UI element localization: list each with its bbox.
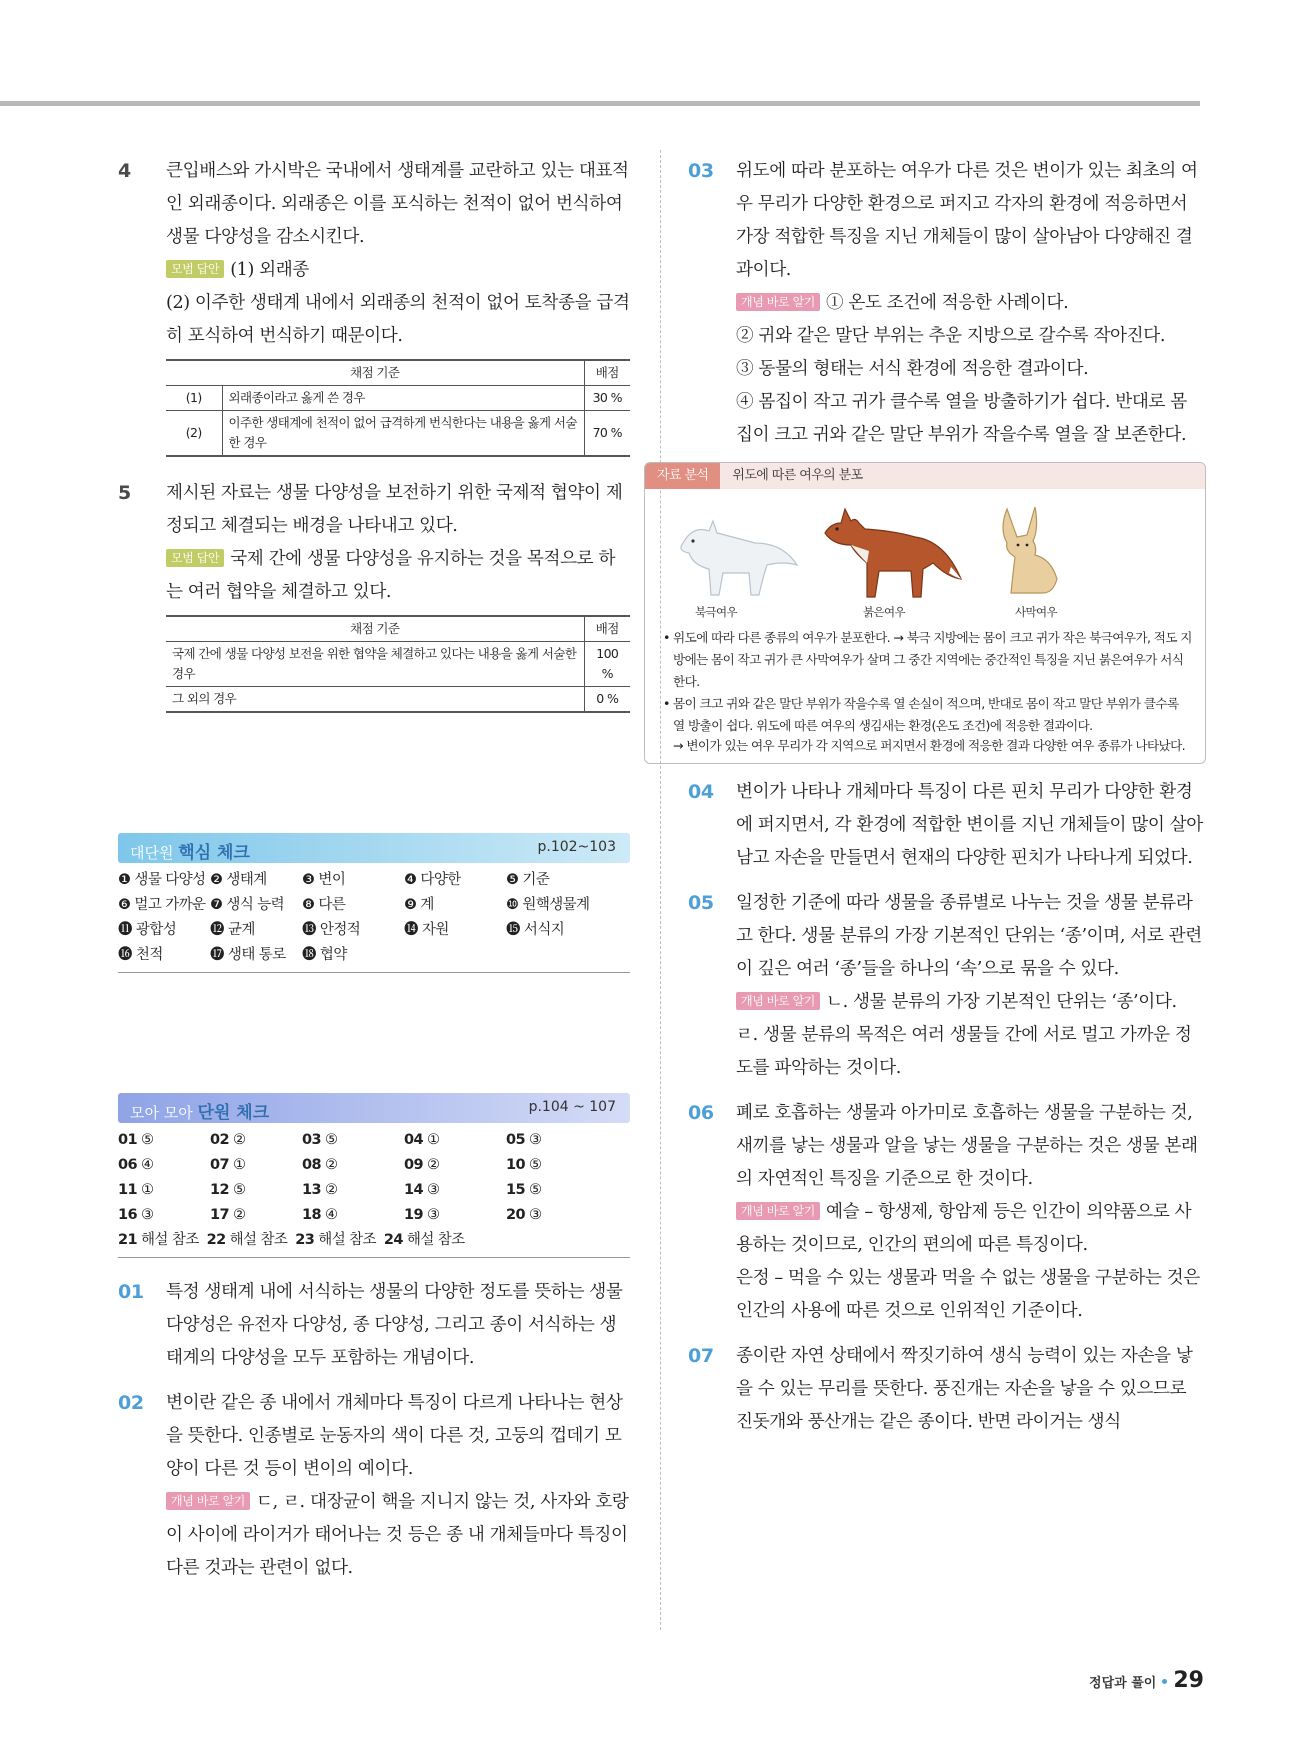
fox-illustration: [645, 489, 1205, 625]
unit-check-title: 단원 체크: [197, 1103, 270, 1123]
unit-check-item: [118, 1153, 210, 1178]
answer: 해설 참조: [318, 1232, 376, 1248]
question-text: 큰입배스와 가시박은 국내에서 생태계를 교란하고 있는 대표적인 외래종이다. 외래종은 이를 포식하는 천적이 없어 번식하여 생물 다양성을 감소시킨다.: [166, 161, 629, 247]
answer: ⑤: [529, 1182, 542, 1198]
question-no: 04: [404, 1132, 423, 1148]
page-ref: p.104 ~ 107: [528, 1099, 616, 1115]
answer: ②: [427, 1157, 440, 1173]
unit-check-item: [207, 1228, 288, 1253]
answer: ①: [233, 1157, 246, 1173]
core-check-item: ⓭ 안정적: [302, 922, 361, 938]
core-check-item: ❹ 다양한: [404, 872, 461, 888]
question-number: 07: [688, 1345, 714, 1367]
question-text: 폐로 호흡하는 생물과 아가미로 호흡하는 생물을 구분하는 것, 새끼를 낳는 생물과 알을 낳는 생물을 구분하는 것은 생물 본래의 자연적인 특징을 기준으로 한 것이다.: [736, 1103, 1198, 1189]
core-check-item: ⓲ 협약: [302, 947, 347, 963]
question-no: 14: [404, 1182, 423, 1198]
question-number: 5: [118, 482, 131, 504]
question-03: [688, 155, 1203, 452]
answer: 해설 참조: [229, 1232, 288, 1248]
unit-check-item: [295, 1228, 376, 1253]
core-check-section: [118, 833, 630, 973]
question-05: [688, 887, 1203, 1085]
unit-check-item: [118, 1203, 210, 1228]
question-no: 22: [206, 1232, 226, 1248]
concept-note-4: ④ 몸집이 작고 귀가 클수록 열을 방출하기가 쉽다. 반대로 몸집이 크고 귀와 같은 말단 부위가 작을수록 열을 잘 보존한다.: [736, 392, 1187, 445]
core-check-item: ⓫ 광합성: [118, 922, 177, 938]
question-no: 12: [210, 1182, 229, 1198]
question-no: 24: [383, 1232, 403, 1248]
column-divider: [660, 150, 661, 1630]
footer-dot: [1162, 1679, 1167, 1684]
answer: 해설 참조: [141, 1232, 199, 1248]
unit-check-banner: 모아 모아 단원 체크 p.104 ~ 107: [118, 1093, 630, 1123]
question-text: 제시된 자료는 생물 다양성을 보전하기 위한 국제적 협약이 제정되고 체결되는 배경을 나타내고 있다.: [166, 483, 623, 536]
data-analysis-box: [644, 462, 1206, 764]
fox-label-fennec: 사막여우: [1015, 605, 1058, 619]
question-no: 02: [210, 1132, 229, 1148]
table-row: (2) 이주한 생태계에 천적이 없어 급격하게 번식한다는 내용을 옳게 서술한 경우 70 %: [166, 411, 630, 457]
unit-check-item: [506, 1128, 608, 1153]
core-check-item: ❸ 변이: [302, 872, 346, 888]
unit-check-item: [210, 1178, 302, 1203]
answer: ⑤: [141, 1132, 154, 1148]
table-header-criteria: 채점 기준: [166, 616, 584, 642]
fennec-fox-image: [991, 499, 1071, 599]
unit-check-answers: [118, 1128, 630, 1228]
arctic-fox-image: [663, 503, 803, 603]
core-check-item: ❼ 생식 능력: [210, 897, 285, 913]
unit-check-item: [302, 1128, 404, 1153]
data-analysis-title: 위도에 따른 여우의 분포: [732, 468, 863, 483]
question-no: 11: [118, 1182, 137, 1198]
unit-check-section: [118, 1093, 630, 1258]
core-check-item: ❶ 생물 다양성: [118, 872, 206, 888]
answer: ④: [325, 1207, 338, 1223]
question-no: 06: [118, 1157, 137, 1173]
table-header-score: 배점: [584, 616, 630, 642]
unit-check-item: [302, 1203, 404, 1228]
question-no: 20: [506, 1207, 525, 1223]
unit-check-item: [118, 1228, 199, 1253]
question-no: 15: [506, 1182, 525, 1198]
unit-check-item: [404, 1153, 506, 1178]
unit-check-item: [404, 1128, 506, 1153]
answer: 해설 참조: [406, 1232, 465, 1248]
question-text: 특정 생태계 내에 서식하는 생물의 다양한 정도를 뜻하는 생물 다양성은 유전자 다양성, 종 다양성, 그리고 종이 서식하는 생태계의 다양성을 모두 포함하는 개념이다.: [166, 1282, 623, 1368]
question-4: [118, 155, 630, 457]
core-check-item: ❷ 생태계: [210, 872, 267, 888]
core-check-item: ⓬ 균계: [210, 922, 255, 938]
table-row: 그 외의 경우 0 %: [166, 687, 630, 713]
page-footer: [1089, 1668, 1204, 1693]
question-number: 02: [118, 1392, 144, 1414]
question-no: 13: [302, 1182, 321, 1198]
question-number: 05: [688, 892, 714, 914]
core-check-item: ❾ 계: [404, 897, 434, 913]
question-number: 01: [118, 1281, 144, 1303]
unit-check-item: [118, 1178, 210, 1203]
red-fox-image: [815, 493, 965, 603]
analysis-conclusion: → 변이가 있는 여우 무리가 각 지역으로 퍼지면서 환경에 적응한 결과 다양한 여우 종류가 나타났다.: [673, 738, 1186, 753]
unit-check-last-row: [118, 1228, 630, 1253]
answer: ⑤: [529, 1157, 542, 1173]
question-no: 05: [506, 1132, 525, 1148]
unit-check-item: [210, 1153, 302, 1178]
answer: ③: [427, 1207, 440, 1223]
answer: ④: [141, 1157, 154, 1173]
core-check-item: ⓱ 생태 통로: [210, 947, 286, 963]
core-check-item: ⓰ 천적: [118, 947, 163, 963]
question-no: 09: [404, 1157, 423, 1173]
question-no: 08: [302, 1157, 321, 1173]
question-no: 07: [210, 1157, 229, 1173]
table-header-criteria: 채점 기준: [166, 360, 584, 386]
question-text: 변이란 같은 종 내에서 개체마다 특징이 다르게 나타나는 현상을 뜻한다. 인종별로 눈동자의 색이 다른 것, 고둥의 껍데기 모양이 다른 것 등이 변이의 예이다.: [166, 1393, 623, 1479]
question-06: [688, 1097, 1203, 1328]
model-answer-1: 모범 답안 (1) 외래종: [166, 254, 630, 287]
table-header-score: 배점: [584, 360, 630, 386]
answer: ②: [233, 1132, 246, 1148]
answer: ③: [427, 1182, 440, 1198]
core-check-answers: [118, 868, 630, 968]
answer: ③: [141, 1207, 154, 1223]
concept-note-2: ㄹ. 생물 분류의 목적은 여러 생물들 간에 서로 멀고 가까운 정도를 파악하는 것이다.: [736, 1025, 1192, 1078]
core-check-item: ⓮ 자원: [404, 922, 449, 938]
answer: ③: [529, 1207, 542, 1223]
question-text: 일정한 기준에 따라 생물을 종류별로 나누는 것을 생물 분류라고 한다. 생물 분류의 가장 기본적인 단위는 ‘종’이며, 서로 관련이 깊은 여러 ‘종’들을 하나의 ‘속’으로 묶을 수 있다.: [736, 893, 1202, 979]
answer: ①: [427, 1132, 440, 1148]
analysis-bullets: [645, 625, 1205, 743]
answer: ⑤: [233, 1182, 246, 1198]
top-rule: [0, 101, 1200, 106]
scoring-table: [166, 359, 630, 457]
question-number: 4: [118, 160, 131, 182]
answer: ②: [325, 1182, 338, 1198]
fox-label-arctic: 북극여우: [695, 605, 738, 619]
right-column: [657, 155, 1203, 1439]
scoring-table: [166, 615, 630, 713]
unit-check-item: [210, 1203, 302, 1228]
question-number: 03: [688, 160, 714, 182]
unit-check-item: [506, 1178, 608, 1203]
core-check-banner: 대단원 핵심 체크 p.102~103: [118, 833, 630, 863]
concept-note-2: 은정 – 먹을 수 있는 생물과 먹을 수 없는 생물을 구분하는 것은 인간의 사용에 따른 것으로 인위적인 기준이다.: [736, 1268, 1200, 1321]
answer: ⑤: [325, 1132, 338, 1148]
question-02: [118, 1387, 630, 1585]
unit-check-item: [404, 1203, 506, 1228]
question-number: 04: [688, 781, 714, 803]
question-no: 19: [404, 1207, 423, 1223]
analysis-bullet: • 몸이 크고 귀와 같은 말단 부위가 작을수록 열 손실이 적으며, 반대로 몸이 작고 말단 부위가 클수록 열 방출이 쉽다. 위도에 따른 여우의 생김새는 환경(온도 조건)에 적응한 결과이다.: [663, 693, 1193, 737]
model-answer: 모범 답안 국제 간에 생물 다양성을 유지하는 것을 목적으로 하는 여러 협약을 체결하고 있다.: [166, 549, 616, 602]
question-no: 03: [302, 1132, 321, 1148]
footer-label: 정답과 풀이: [1089, 1676, 1157, 1691]
page-ref: p.102~103: [537, 839, 616, 855]
question-text: 종이란 자연 상태에서 짝짓기하여 생식 능력이 있는 자손을 낳을 수 있는 무리를 뜻한다. 풍진개는 자손을 낳을 수 있으므로 진돗개와 풍산개는 같은 종이다. 반면 라이거는 생식: [736, 1346, 1193, 1432]
concept-note-1: 개념 바로 알기 예슬 – 항생제, 항암제 등은 인간이 의약품으로 사용하는 것이므로, 인간의 편의에 따른 특징이다.: [736, 1202, 1192, 1255]
question-07: [688, 1340, 1203, 1439]
question-text: 변이가 나타나 개체마다 특징이 다른 핀치 무리가 다양한 환경에 퍼지면서, 각 환경에 적합한 변이를 지닌 개체들이 많이 살아남고 자손을 만들면서 현재의 다양한 핀치가 나타나게 되었다.: [736, 782, 1203, 868]
unit-check-item: [118, 1128, 210, 1153]
unit-check-item: [506, 1203, 608, 1228]
answer: ②: [233, 1207, 246, 1223]
core-check-title: 핵심 체크: [178, 843, 250, 863]
unit-check-item: [302, 1153, 404, 1178]
fox-label-red: 붉은여우: [863, 605, 906, 619]
concept-note: 개념 바로 알기 ㄷ, ㄹ. 대장균이 핵을 지니지 않는 것, 사자와 호랑이 사이에 라이거가 태어나는 것 등은 종 내 개체들마다 특징이 다른 것과는 관련이 없다.: [166, 1492, 629, 1578]
answer: ③: [529, 1132, 542, 1148]
concept-tag: 개념 바로 알기: [736, 293, 820, 311]
question-no: 10: [506, 1157, 525, 1173]
concept-tag: 개념 바로 알기: [166, 1492, 250, 1510]
unit-check-item: [404, 1178, 506, 1203]
concept-note-1: 개념 바로 알기 ㄴ. 생물 분류의 가장 기본적인 단위는 ‘종’이다.: [736, 986, 1203, 1019]
concept-note-2: ② 귀와 같은 말단 부위는 추운 지방으로 갈수록 작아진다.: [736, 326, 1166, 346]
model-answer-2: (2) 이주한 생태계 내에서 외래종의 천적이 없어 토착종을 급격히 포식하여 번식하기 때문이다.: [166, 293, 630, 346]
question-5: [118, 477, 630, 713]
question-no: 18: [302, 1207, 321, 1223]
question-no: 01: [118, 1132, 137, 1148]
table-row: 국제 간에 생물 다양성 보전을 위한 협약을 체결하고 있다는 내용을 옳게 서술한 경우 100 %: [166, 642, 630, 687]
core-check-item: ⓯ 서식지: [506, 922, 565, 938]
answer: ②: [325, 1157, 338, 1173]
concept-tag: 개념 바로 알기: [736, 1202, 820, 1220]
core-check-item: ❿ 원핵생물계: [506, 897, 590, 913]
core-check-item: ❻ 멀고 가까운: [118, 897, 206, 913]
data-analysis-tag: 자료 분석: [645, 463, 720, 489]
question-no: 23: [295, 1232, 315, 1248]
analysis-bullet: • 위도에 따라 다른 종류의 여우가 분포한다. → 북극 지방에는 몸이 크고 귀가 작은 북극여우가, 적도 지방에는 몸이 작고 귀가 큰 사막여우가 살며 그 중간 지역에는 중간적인 특징을 지닌 붉은여우가 서식한다.: [663, 627, 1193, 693]
question-text: 위도에 따라 분포하는 여우가 다른 것은 변이가 있는 최초의 여우 무리가 다양한 환경으로 퍼지고 각자의 환경에 적응하면서 가장 적합한 특징을 지닌 개체들이 많이 살아남아 다양해진 결과이다.: [736, 161, 1198, 280]
table-row: (1) 외래종이라고 옳게 쓴 경우 30 %: [166, 386, 630, 411]
unit-check-item: [506, 1153, 608, 1178]
question-number: 06: [688, 1102, 714, 1124]
model-answer-tag: 모범 답안: [166, 260, 224, 278]
answer: ①: [141, 1182, 154, 1198]
model-answer-tag: 모범 답안: [166, 549, 224, 567]
concept-note-3: ③ 동물의 형태는 서식 환경에 적응한 결과이다.: [736, 359, 1089, 379]
question-no: 21: [118, 1232, 137, 1248]
concept-tag: 개념 바로 알기: [736, 992, 820, 1010]
left-column: [118, 155, 630, 1585]
page-number: 29: [1173, 1668, 1204, 1693]
core-check-item: ❽ 다른: [302, 897, 346, 913]
question-no: 17: [210, 1207, 229, 1223]
unit-check-item: [210, 1128, 302, 1153]
core-check-item: ❺ 기준: [506, 872, 550, 888]
unit-check-item: [384, 1228, 465, 1253]
question-no: 16: [118, 1207, 137, 1223]
concept-note-1: 개념 바로 알기 ① 온도 조건에 적응한 사례이다.: [736, 287, 1203, 320]
question-04: [688, 776, 1203, 875]
question-01: [118, 1276, 630, 1375]
unit-check-item: [302, 1178, 404, 1203]
